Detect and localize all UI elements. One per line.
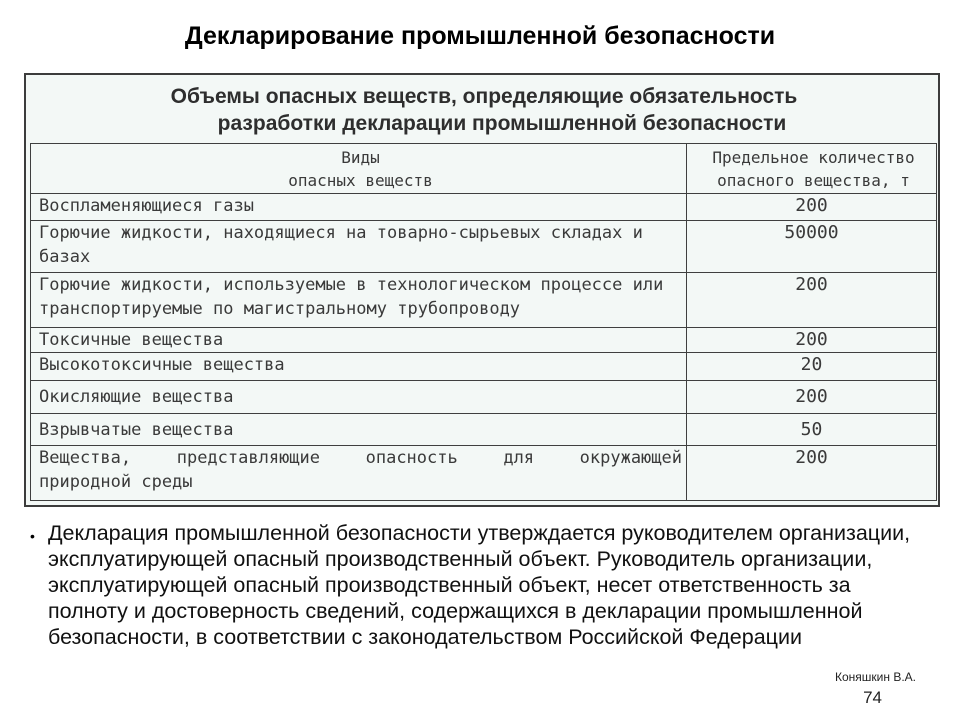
substance-amount: 20 <box>687 353 937 381</box>
table-heading-line2: разработки декларации промышленной безопасности <box>217 112 787 135</box>
substance-name: Воспламеняющиеся газы <box>31 194 687 221</box>
header-threshold-quantity <box>687 144 937 194</box>
substance-name-line2: природной среды <box>39 472 193 492</box>
substance-name <box>31 446 687 501</box>
substance-amount: 50 <box>687 414 937 446</box>
substance-name: Взрывчатые вещества <box>31 414 687 446</box>
page-number: 74 <box>863 688 882 707</box>
header-substance-types <box>31 144 687 194</box>
declaration-note: Декларация промышленной безопасности утверждается руководителем организации, эксплуатирующей опасный производственный объект. Руководитель организации, эксплуатирующей опасный производственный объект, несет ответственность за полноту и достоверность сведений, содержащихся в декларации промышленной безопасности, в соответствии с законодательством Российской Федерации <box>48 521 911 649</box>
header-threshold-quantity-line1: Предельное количество <box>712 147 915 167</box>
table-frame <box>24 73 940 507</box>
substance-name: Горючие жидкости, находящиеся на товарно-сырьевых складах и базах <box>31 221 687 273</box>
slide-title: Декларирование промышленной безопасности <box>184 22 776 50</box>
substance-amount: 200 <box>687 194 937 221</box>
table-row <box>31 328 937 353</box>
substances-table <box>30 143 937 501</box>
table-row <box>31 353 937 381</box>
substance-amount: 200 <box>687 446 937 501</box>
header-substance-types-line2: опасных веществ <box>288 170 433 190</box>
substance-name: Горючие жидкости, используемые в технологическом процессе или транспортируемые по магистральному трубопроводу <box>31 273 687 328</box>
bullet-marker: • <box>30 528 35 544</box>
table-heading-line1: Объемы опасных веществ, определяющие обязательность <box>170 85 798 108</box>
table-row <box>31 194 937 221</box>
substance-name: Высокотоксичные вещества <box>31 353 687 381</box>
substance-amount: 200 <box>687 273 937 328</box>
table-row <box>31 446 937 501</box>
table-row <box>31 273 937 328</box>
substance-name: Токсичные вещества <box>31 328 687 353</box>
table-row <box>31 221 937 273</box>
header-threshold-quantity-line2: опасного вещества, т <box>717 170 910 190</box>
table-heading <box>26 83 942 137</box>
substance-name-line1: Вещества, представляющие опасность для окружающей <box>39 448 682 468</box>
substance-name: Окисляющие вещества <box>31 381 687 414</box>
substance-amount: 50000 <box>687 221 937 273</box>
substance-amount: 200 <box>687 381 937 414</box>
author-name: Коняшкин В.А. <box>834 670 916 684</box>
table-row <box>31 414 937 446</box>
header-substance-types-line1: Виды <box>341 147 380 167</box>
table-header-row <box>31 144 937 194</box>
substance-amount: 200 <box>687 328 937 353</box>
table-row <box>31 381 937 414</box>
